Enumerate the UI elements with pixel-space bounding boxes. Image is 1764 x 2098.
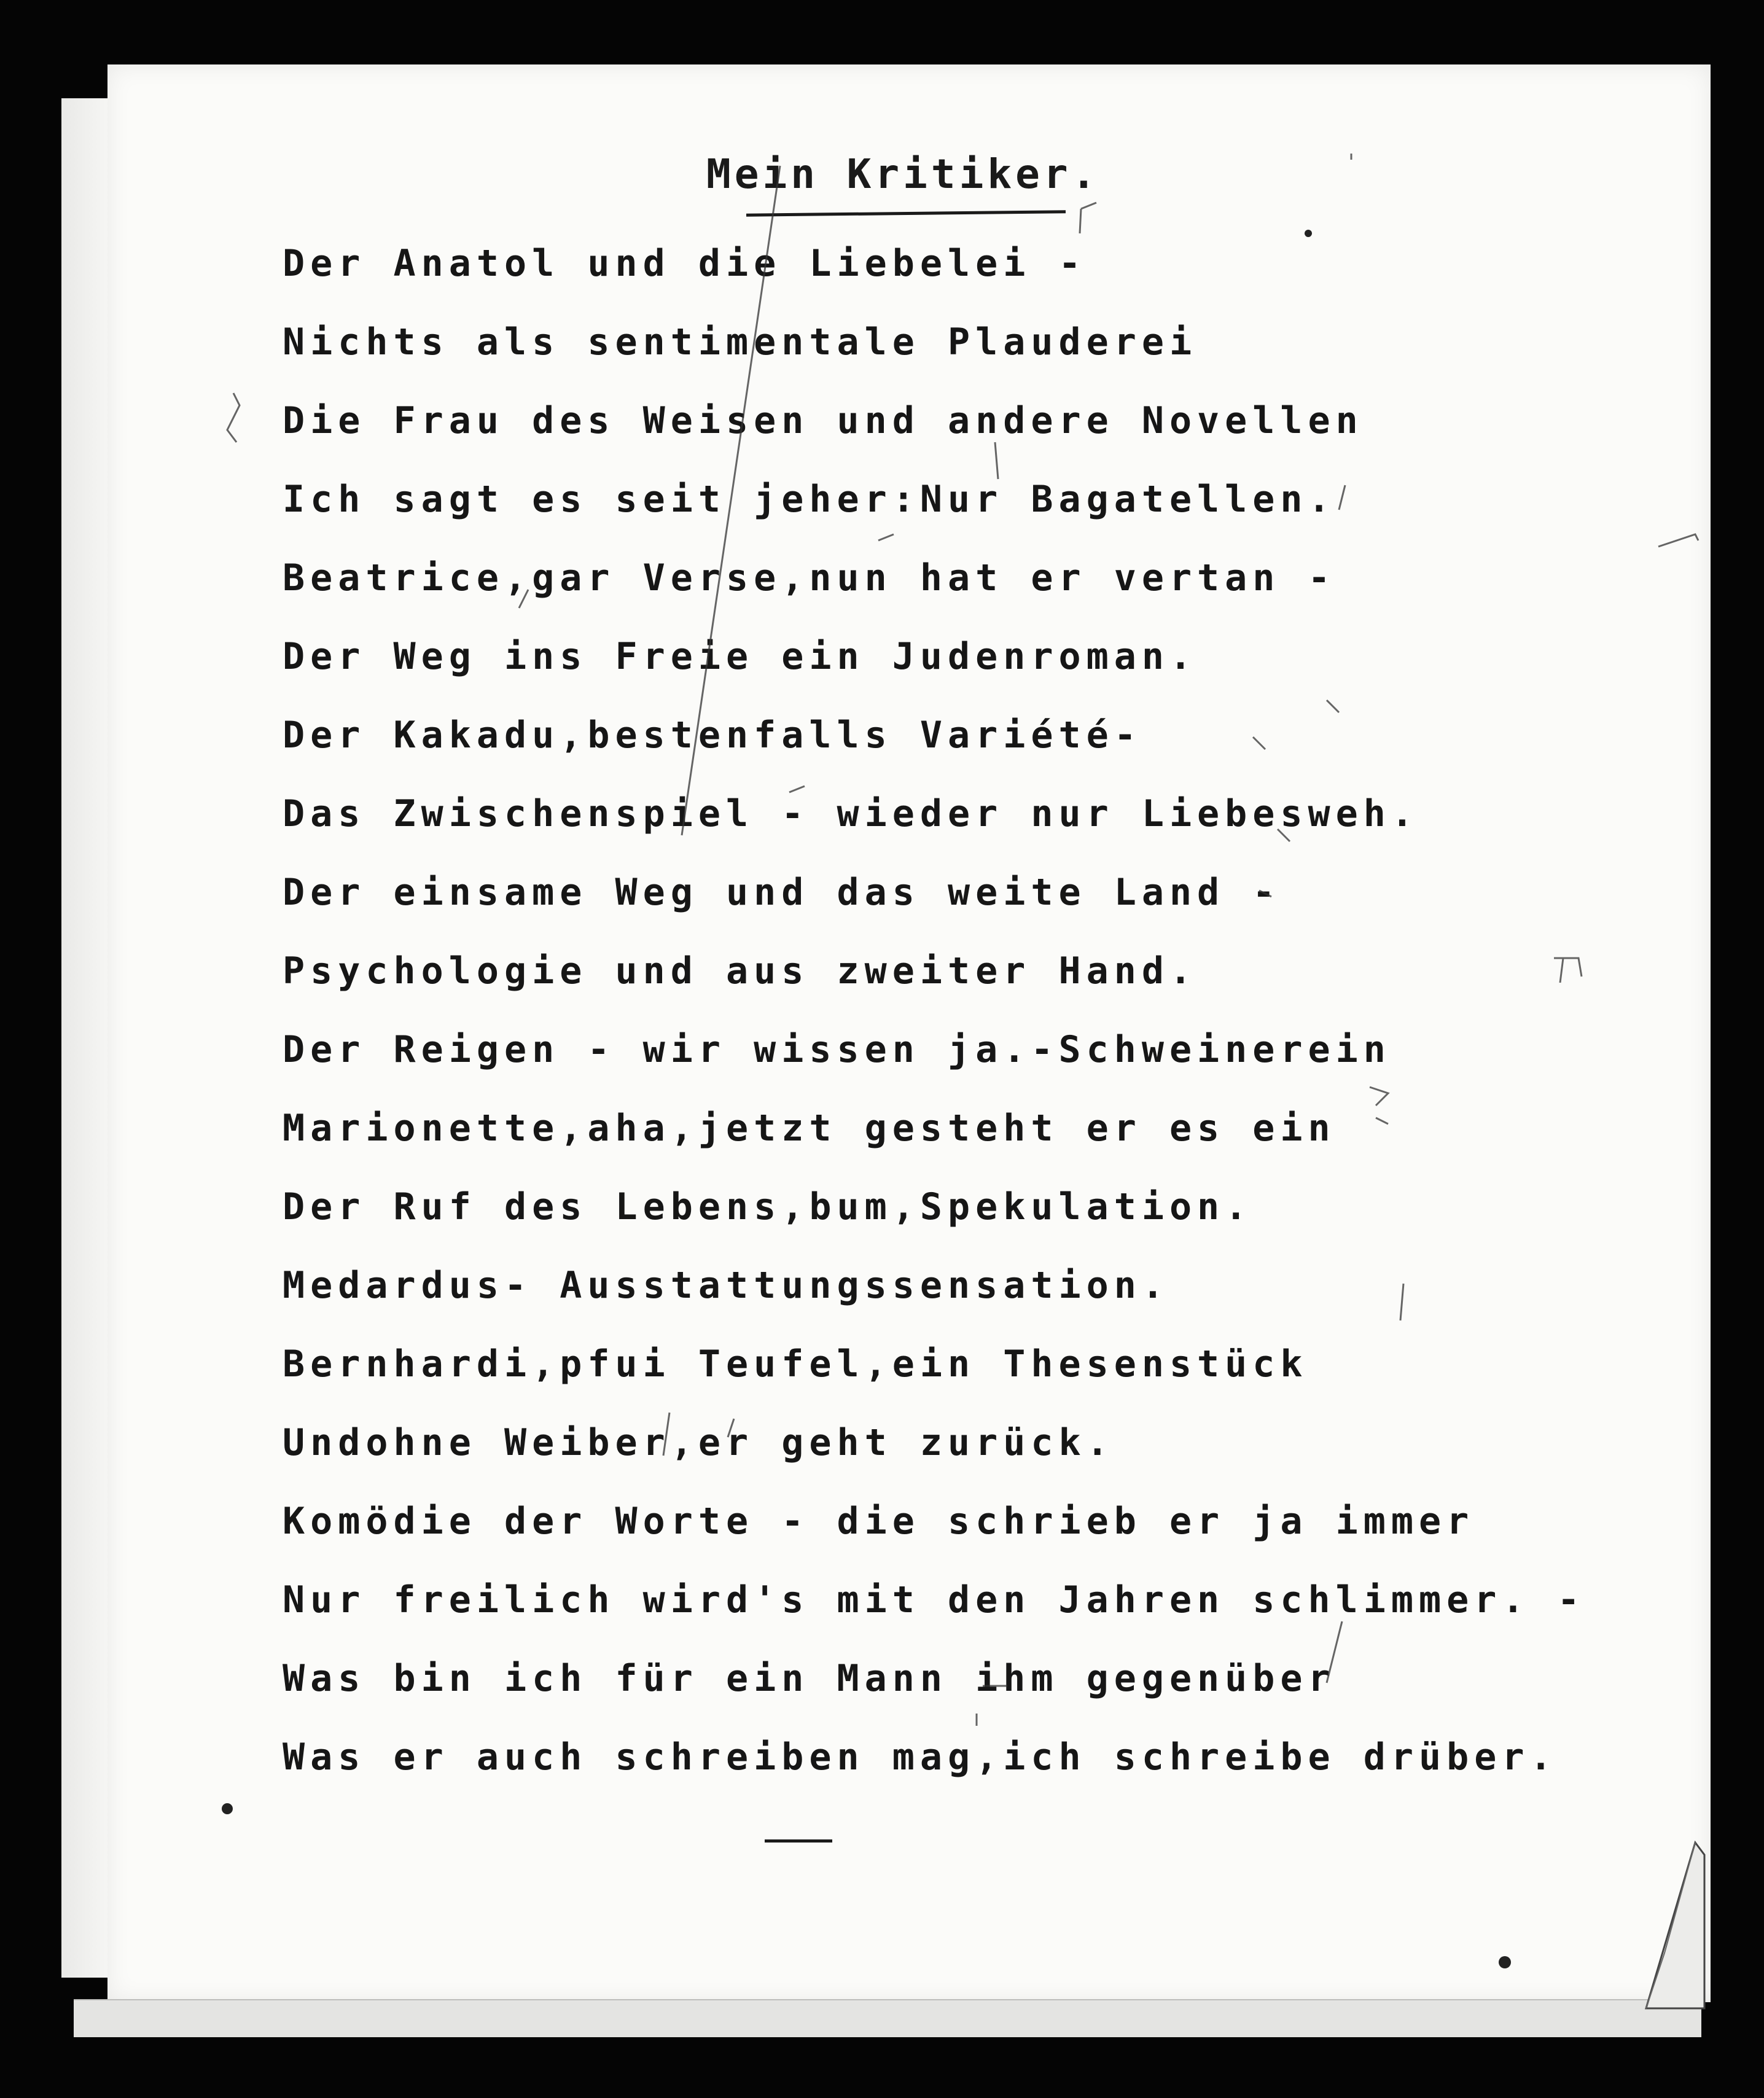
poem-line: Der Weg ins Freie ein Judenroman.: [283, 635, 1198, 678]
poem-line: Der Ruf des Lebens,bum,Spekulation.: [283, 1185, 1253, 1228]
poem-line: Komödie der Worte - die schrieb er ja immer: [283, 1500, 1475, 1543]
paper-bottom-edge: [74, 1999, 1701, 2037]
poem-line: Der Kakadu,bestenfalls Variété-: [283, 714, 1142, 757]
poem-line: Was er auch schreiben mag,ich schreibe drüber.: [283, 1736, 1558, 1779]
poem-line: Der einsame Weg und das weite Land -: [283, 871, 1281, 914]
poem-line: Was bin ich für ein Mann ihm gegenüber: [283, 1657, 1336, 1700]
poem-line: Psychologie und aus zweiter Hand.: [283, 950, 1198, 992]
poem-line: Bernhardi,pfui Teufel,ein Thesenstück: [283, 1343, 1308, 1386]
end-mark: [765, 1839, 832, 1843]
poem-line: Nichts als sentimentale Plauderei: [283, 321, 1198, 364]
page-corner-curl: [1628, 1830, 1707, 2014]
poem-line: Beatrice,gar Verse,nun hat er vertan -: [283, 556, 1336, 599]
poem-line: Die Frau des Weisen und andere Novellen: [283, 399, 1364, 442]
document-title: Mein Kritiker.: [706, 150, 1100, 198]
poem-line: Medardus- Ausstattungssensation.: [283, 1264, 1169, 1307]
poem-line: Der Reigen - wir wissen ja.-Schweinerein: [283, 1028, 1391, 1071]
poem-line: Das Zwischenspiel - wieder nur Liebesweh.: [283, 792, 1419, 835]
poem-line: Der Anatol und die Liebelei -: [283, 242, 1087, 285]
poem-line: Nur freilich wird's mit den Jahren schlimmer. -: [283, 1578, 1585, 1621]
poem-line: Marionette,aha,jetzt gesteht er es ein: [283, 1107, 1336, 1150]
poem-body: [283, 243, 1634, 1815]
poem-line: Ich sagt es seit jeher:Nur Bagatellen.: [283, 478, 1336, 521]
poem-line: Undohne Weiber,er geht zurück.: [283, 1421, 1114, 1464]
